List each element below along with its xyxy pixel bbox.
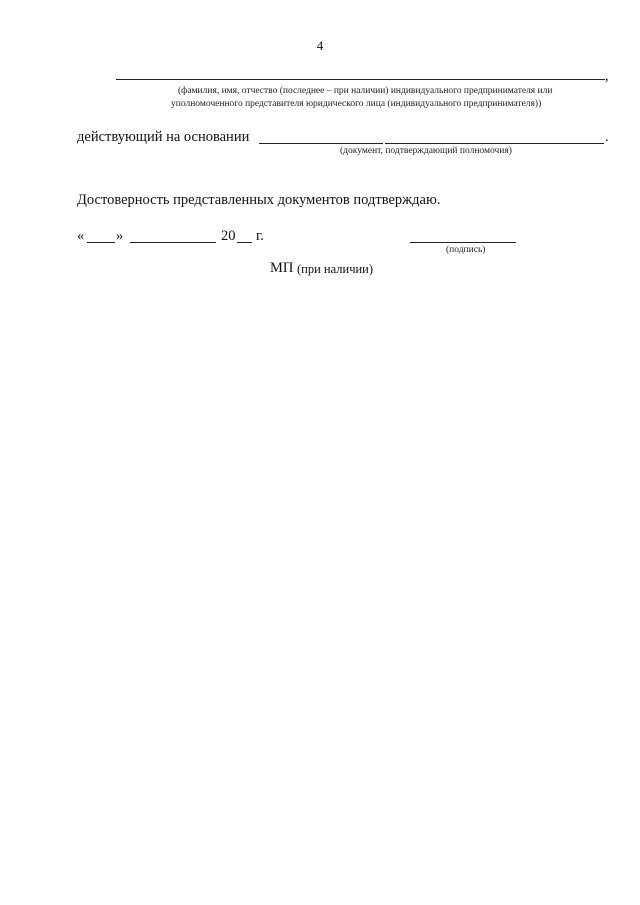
date-open-quote: « [77,228,85,244]
representative-name-line[interactable] [116,79,605,80]
date-month-field[interactable] [130,242,216,243]
date-day-field[interactable] [87,242,115,243]
basis-line-period: . [605,129,609,145]
basis-caption: (документ, подтверждающий полномочия) [340,146,512,156]
representative-caption-line1: (фамилия, имя, отчество (последнее – при наличии) индивидуального предпринимателя или [178,86,553,96]
date-century-prefix: 20 [221,228,236,244]
representative-caption-line2: уполномоченного представителя юридического лица (индивидуального предпринимателя)) [171,99,542,109]
representative-line-comma: , [605,68,609,84]
stamp-label: МП [270,260,294,276]
date-year-suffix: г. [256,228,264,244]
signature-caption: (подпись) [446,245,486,255]
signature-line[interactable] [410,242,516,243]
date-year-field[interactable] [237,242,252,243]
basis-document-line-part2[interactable] [385,143,604,144]
page-number: 4 [316,38,324,53]
basis-label: действующий на основании [77,129,250,145]
stamp-note: (при наличии) [297,262,374,276]
confirmation-statement: Достоверность представленных документов подтверждаю. [77,192,441,208]
basis-document-line-part1[interactable] [259,143,383,144]
date-close-quote: » [116,228,124,244]
